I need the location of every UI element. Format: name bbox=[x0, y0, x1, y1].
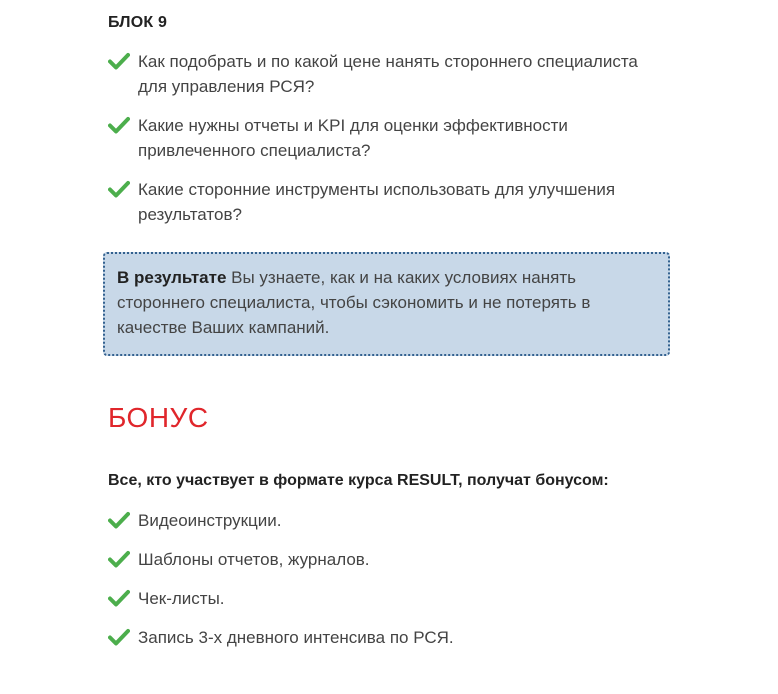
check-icon bbox=[108, 52, 130, 70]
list-item-text: Шаблоны отчетов, журналов. bbox=[138, 550, 370, 569]
list-item bbox=[108, 508, 668, 533]
list-item-text: Какие нужны отчеты и KPI для оценки эффективности привлеченного специалиста? bbox=[138, 116, 568, 160]
check-icon bbox=[108, 511, 130, 529]
list-item-text: Видеоинструкции. bbox=[138, 511, 282, 530]
list-item bbox=[108, 49, 668, 99]
bonus-list bbox=[108, 508, 668, 664]
list-item-text: Какие сторонние инструменты использовать для улучшения результатов? bbox=[138, 180, 616, 224]
result-label: В результате bbox=[117, 268, 227, 287]
check-icon bbox=[108, 628, 130, 646]
block-title: БЛОК 9 bbox=[108, 14, 168, 31]
list-item-text: Запись 3-х дневного интенсива по РСЯ. bbox=[138, 628, 454, 647]
bonus-heading: БОНУС bbox=[108, 402, 209, 433]
result-text: Вы узнаете, как и на каких условиях нанять стороннего специалиста, чтобы сэкономить и не потерять в качестве Ваших кампаний. bbox=[117, 268, 591, 337]
list-item-text: Чек-листы. bbox=[138, 589, 225, 608]
list-item bbox=[108, 113, 668, 163]
list-item bbox=[108, 625, 668, 650]
list-item-text: Как подобрать и по какой цене нанять стороннего специалиста для управления РСЯ? bbox=[138, 52, 638, 96]
check-icon bbox=[108, 116, 130, 134]
block-questions-list bbox=[108, 49, 668, 241]
bonus-lead-text: Все, кто участвует в формате курса RESULT, получат бонусом: bbox=[108, 472, 609, 489]
check-icon bbox=[108, 180, 130, 198]
check-icon bbox=[108, 550, 130, 568]
list-item bbox=[108, 547, 668, 572]
list-item bbox=[108, 177, 668, 227]
result-callout bbox=[103, 252, 670, 356]
check-icon bbox=[108, 589, 130, 607]
list-item bbox=[108, 586, 668, 611]
